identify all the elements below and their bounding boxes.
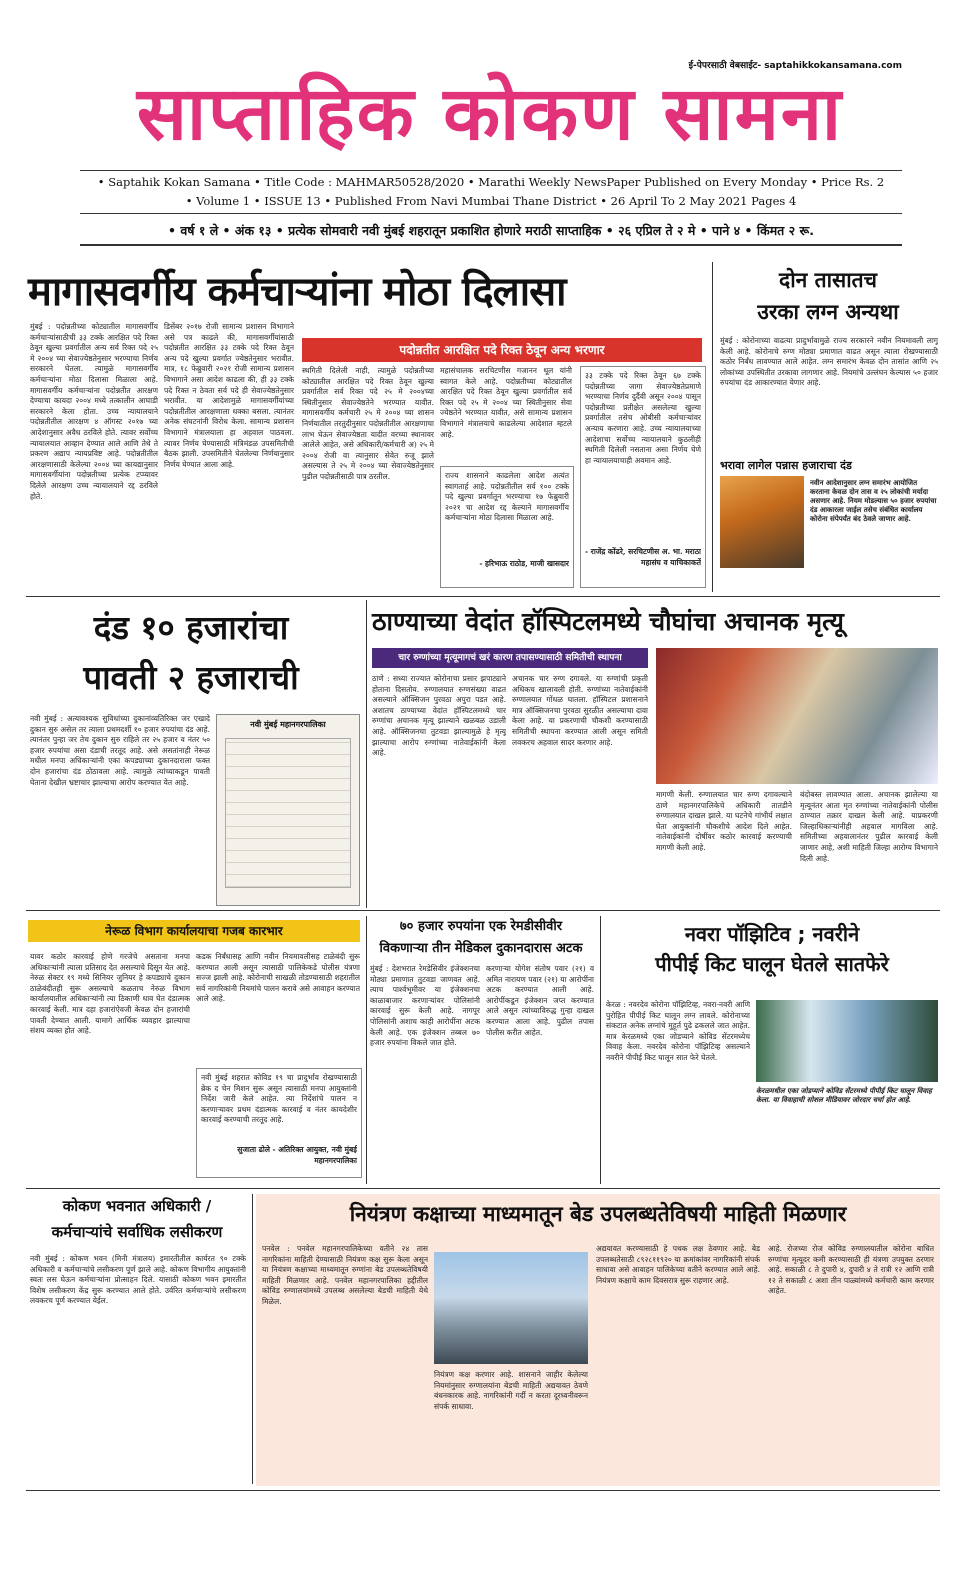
bed-photo	[434, 1252, 588, 1364]
column-divider	[366, 916, 367, 1184]
fine-headline-2: पावती २ हजाराची	[83, 658, 299, 697]
remdesivir-col-1: मुंबई : देशभरात रेमडेसिवीर इंजेक्शनचा मोठ्या प्रमाणात तुटवडा जाणवत आहे. त्याच पार्श्वभूमीवर या इंजेक्शनचा काळाबाजार करणाऱ्यांवर पोलिसांनी कारवाई सुरू केली आहे. नागपूर पोलिसांनी अशाच काही आरोपींना अटक केली आहे. एक इंजेक्शन तब्बल ७० हजार रुपयांना विकले जात होते.	[370, 964, 480, 1048]
masthead: साप्ताहिक कोकण सामना	[136, 71, 844, 157]
ppe-headline-2: पीपीई किट घालून घेतले सातफेरे	[655, 952, 889, 976]
quote-2-author: - राजेंद्र कोंढरे, सरचिटणीस अ. भा. मराठा महासंघ व याचिकाकर्ते	[585, 547, 701, 567]
column-divider	[366, 600, 367, 908]
remdesivir-headline-2: विकणाऱ्या तीन मेडिकल दुकानदारास अटक	[379, 941, 583, 956]
quote-1-text: राज्य शासनाने काढलेला आदेश अत्यंत स्वागतार्ह आहे. पदोन्नतीतील सर्व १०० टक्के पदे खुल्या प्रवर्गातून भरण्याचा १७ फेब्रुवारी २०२१ चा आदेश रद्द केल्याने मागासवर्गीय कर्मचाऱ्यांना मोठा दिलासा मिळाला आहे.	[445, 471, 569, 523]
rule	[26, 1188, 940, 1189]
website-url: ई-पेपरसाठी वेबसाईट- saptahikkokansamana.com	[688, 61, 902, 71]
meta-line-1: • Saptahik Kokan Samana • Title Code : MAHMAR50528/2020 • Marathi Weekly NewsPaper Published on Every Monday • Price Rs. 2	[97, 175, 885, 189]
column-divider	[600, 916, 601, 1184]
receipt-lines	[225, 738, 351, 888]
cm-photo	[720, 476, 804, 568]
lead-col-2: डिसेंबर २०१७ रोजी सामान्य प्रशासन विभागाने असे पत्र काढले की, मागासवर्गीयांसाठी पदोन्नतीत आरक्षित ३३ टक्के पदे रिक्त ठेवून अन्य पदे खुल्या प्रवर्गात ज्येष्ठतेनुसार भरावीत. मात्र, १८ फेब्रुवारी २०२१ रोजी सामान्य प्रशासन विभागाने असा आदेश काढला की, ही ३३ टक्के पदे रिक्त न ठेवता सर्व पदे ही सेवाज्येष्ठतेनुसार भरावीत. या आदेशामुळे मागासवर्गीयांच्या पदोन्नतीतील आरक्षणाला धक्का बसला. त्यानंतर अनेक संघटनांनी विरोध केला. सामान्य प्रशासन विभागाने मंत्रालयाला हा अहवाल पाठवला. त्यावर निर्णय घेण्यासाठी मंत्रिमंडळ उपसमितीची बैठक झाली. उपसमितीने घेतलेल्या निर्णयानुसार निर्णय घेण्यात आला आहे.	[164, 322, 294, 469]
nerul-box	[196, 1068, 362, 1178]
quote-box-2	[580, 366, 706, 588]
lead-col-1: मुंबई : पदोन्नतीच्या कोट्यातील मागासवर्गीय कर्मचाऱ्यांसाठीची ३३ टक्के आरक्षित पदे रिक्त ठेवून खुल्या प्रवर्गातील अन्य सर्व रिक्त पदे २५ मे २००४ च्या सेवाज्येष्ठतेनुसार भरण्याचा निर्णय सरकारने घेतला. त्यामुळे मागासवर्गीय कर्मचाऱ्यांना मोठा दिलासा मिळाला आहे. मागासवर्गीय कर्मचाऱ्यांना पदोन्नतीत आरक्षण देण्याचा कायदा २००४ मध्ये तत्कालीन आघाडी सरकारने केला होता. उच्च न्यायालयाने पदोन्नतीतील आरक्षण ४ ऑगस्ट २०१७ च्या आदेशानुसार अवैध ठरविले होते. त्यावर सर्वोच्च न्यायालयात आव्हान देण्यात आले आणि तेथे ते प्रकरण अद्याप न्यायप्रविष्ट आहे. पदोन्नतीतील आरक्षणासाठी केलेल्या २००४ च्या कायद्यानुसार मागासवर्गीयांना पदोन्नतीच्या प्रत्येक टप्प्यावर दिलेले आरक्षण उच्च न्यायालयाने रद्द ठरविले होते.	[30, 322, 158, 501]
bed-col-3: अद्ययावत करण्यासाठी हे पथक लक्ष ठेवणार आहे. बेड उपलब्धतेसाठी ८९२८११९२० या क्रमांकांवर नागरिकांनी संपर्क साधावा असे आवाहन पालिकेच्या वतीने करण्यात आले आहे. नियंत्रण कक्षाचे काम दिवसरात्र सुरू राहणार आहे.	[596, 1244, 760, 1285]
hospital-col-1: ठाणे : सध्या राज्यात कोरोनाचा प्रसार झपाट्याने होताना दिसतोय. रुग्णालयात रुग्णसंख्या वाढत असल्याने ऑक्सिजन पुरवठा अपुरा पडत आहे. अशातच ठाण्याच्या वेदांत हॉस्पिटलमध्ये चार रुग्णांचा अचानक मृत्यू झाल्याने खळबळ उडाली आहे. ऑक्सिजनचा तुटवडा झाल्यामुळे हे मृत्यू झाल्याचा आरोप रुग्णांच्या नातेवाईकांनी केला आहे.	[372, 674, 506, 758]
nerul-col-2: कडक निर्बंधासह आणि नवीन नियमावलीसह टाळेबंदी सुरू करण्यात आली असून त्यासाठी पालिकेकडे पोलीस यंत्रणा सज्ज झाली आहे. कोरोनाची साखळी तोडण्यासाठी शहरातील सर्व नागरिकांनी नियमांचे पालन करावे असे आवाहन करण्यात आले आहे.	[196, 952, 360, 1004]
rule	[80, 244, 902, 246]
receipt-title: नवी मुंबई महानगरपालिका	[250, 720, 326, 729]
meta-line-3: • वर्ष १ ले • अंक १३ • प्रत्येक सोमवारी नवी मुंबई शहरातून प्रकाशित होणारे मराठी साप्ताहिक • २६ एप्रिल ते २ मे • पाने ४ • किंमत २ रू.	[168, 223, 814, 238]
wedding-subhead: भरावा लागेल पन्नास हजाराचा दंड	[720, 459, 852, 472]
kokan-bhavan-headline-2: कर्मचाऱ्यांचे सर्वाधिक लसीकरण	[51, 1223, 223, 1241]
column-divider	[252, 1194, 253, 1484]
lead-kicker: पदोन्नतीत आरक्षित पदे रिक्त ठेवून अन्य भरणार	[302, 338, 702, 362]
ppe-photo	[756, 1000, 938, 1082]
lead-col-3: स्थगिती दिलेली नाही, त्यामुळे पदोन्नतीच्या कोट्यातील आरक्षित पदे रिक्त ठेवून खुल्या प्रवर्गातील सर्व रिक्त पदे २५ मे २००४च्या स्थितीनुसार सेवाज्येष्ठतेने भरण्यात यावीत. मागासवर्गीय कर्मचारी २५ मे २००४ च्या शासन निर्णयातील तरतुदीनुसार पदोन्नतीतील आरक्षणाचा लाभ घेऊन सेवाज्येष्ठता यादीत वरच्या स्थानावर आलेले आहेत, असे अधिकारी/कर्मचारी अ) २५ मे २००४ रोजी वा त्यानुसार सेवेत रुजू झाले असल्यास ते २५ मे २००४ च्या सेवाज्येष्ठतेनुसार पुढील पदोन्नतीसाठी पात्र ठरतील.	[302, 366, 434, 481]
remdesivir-col-2: करणाऱ्या योगेश संतोष पवार (२१) व अमित नारायण पवार (२१) या आरोपींना अटक करण्यात आली आहे. आरोपींकडून इंजेक्शन जप्त करण्यात आले असून त्यांच्याविरुद्ध गुन्हा दाखल करण्यात आला आहे. पुढील तपास पोलीस करीत आहेत.	[486, 964, 594, 1037]
quote-1-author: - हरिभाऊ राठोड, माजी खासदार	[479, 559, 569, 568]
receipt-image	[216, 714, 360, 906]
ppe-caption: केरळमधील एका जोडप्याने कोविड सेंटरमध्ये पीपीई किट घालून विवाह केला. या विवाहाची सोशल मीडियावर जोरदार चर्चा होत आहे.	[756, 1086, 932, 1104]
nerul-kicker: नेरूळ विभाग कार्यालयाचा गजब कारभार	[28, 920, 360, 942]
hospital-kicker: चार रुग्णांच्या मृत्यूमागचं खरं कारण तपासण्यासाठी समितीची स्थापना	[372, 648, 648, 668]
wedding-headline-2: उरका लग्न अन्यथा	[757, 300, 899, 324]
quote-2-text: ३३ टक्के पदे रिक्त ठेवून ६७ टक्के पदोन्नतीच्या जागा सेवाज्येष्ठतेप्रमाणे भरण्याचा निर्णय दुर्दैवी असून २००४ पासून पदोन्नतीच्या प्रतीक्षेत असलेल्या खुल्या प्रवर्गातील तसेच ओबीसी कर्मचाऱ्यांवर अन्याय करणारा आहे. उच्च न्यायालयाच्या आदेशाचा सर्वोच्च न्यायालयाने कुठलीही स्थगिती दिलेली नसताना असा निर्णय घेणे हा न्यायालयाचाही अवमान आहे.	[585, 371, 701, 465]
bed-col-2: नियंत्रण कक्ष करणार आहे. शासनाने जाहीर केलेल्या नियमांनुसार रुग्णालयांना बेडची माहिती अद्ययावत ठेवणे बंधनकारक आहे. नागरिकांनी गर्दी न करता दूरध्वनीवरून संपर्क साधावा.	[434, 1370, 588, 1411]
rule	[80, 170, 902, 171]
nerul-box-author: सुजाता ढोले - अतिरिक्त आयुक्त, नवी मुंबई महानगरपालिका	[237, 1145, 357, 1165]
wedding-headline-1: दोन तासातच	[779, 268, 877, 292]
rule	[26, 596, 940, 597]
fine-body: नवी मुंबई : अत्यावश्यक सुविधांच्या दुकानांव्यतिरिक्त जर एखादे दुकान सुरु असेल तर त्याला प्रथमदर्शी १० हजार रुपयांचा दंड आहे. त्यानंतर पुन्हा जर तेच दुकान सुरु राहिले तर २५ हजार व नंतर ५० हजार रुपयांचा असा दंडाची तरतूद आहे. असे असतांनाही नेरूळ मधील मनपा अधिकाऱ्यांनी एका कपड्याच्या दुकानदाराला फक्त दोन हजारांचा दंड ठोठावला आहे. त्यामुळे त्यांच्याकडून पावती घेताना देखील भ्रष्टाचार झाल्याचा आरोप करण्यात येत आहे.	[30, 714, 210, 787]
bed-col-1: पनवेल : पनवेल महानगरपालिकेच्या वतीने २४ तास नागरिकांना माहिती देण्यासाठी नियंत्रण कक्ष सुरू केला असून या नियंत्रण कक्षाच्या माध्यमातून रुग्णांना बेड उपलब्धतेविषयी माहिती मिळणार आहे. पनवेल महानगरपालिका हद्दीतील कोविड रुग्णालयांमध्ये उपलब्ध असलेल्या बेडची माहिती येथे मिळेल.	[262, 1244, 428, 1306]
quote-box-1	[440, 466, 574, 588]
kokan-bhavan-headline-1: कोकण भवनात अधिकारी /	[62, 1197, 212, 1215]
hospital-col-3: मागणी केली. रुग्णालयात चार रुग्ण दगावल्याने ठाणे महानगरपालिकेचे अधिकारी तातडीने रुग्णालयात दाखल झाले. या घटनेचे गांभीर्य लक्षात घेता आयुक्तांनी चौकशीचे आदेश दिले आहेत. नातेवाईकांनी दोषींवर कठोर कारवाई करण्याची मागणी केली आहे.	[656, 790, 792, 852]
ppe-headline-1: नवरा पॉझिटिव ; नवरीने	[684, 922, 860, 946]
rule	[26, 1490, 940, 1491]
kokan-bhavan-body: नवी मुंबई : कोकण भवन (मिनी मंत्रालय) इमारतीतील कार्यरत ९० टक्के अधिकारी व कर्मचाऱ्यांचे लसीकरण पूर्ण झाले आहे. कोकण विभागीय आयुक्तांनी स्वतः लस घेऊन कर्मचाऱ्यांना प्रोत्साहन दिले. यासाठी कोकण भवन इमारतीत विशेष लसीकरण केंद्र सुरू करण्यात आले होते. उर्वरित कर्मचाऱ्यांचे लसीकरण लवकरच पूर्ण करण्यात येईल.	[30, 1254, 246, 1306]
hospital-col-2: अचानक चार रुग्ण दगावले. या रुग्णांची प्रकृती अधिकच खालावली होती. रुग्णांच्या नातेवाईकांनी रुग्णालयात गोंधळ घातला. हॉस्पिटल प्रशासनाने मात्र ऑक्सिजनचा पुरवठा सुरळीत असल्याचा दावा केला आहे. या प्रकरणाची चौकशी करण्यासाठी समितीची स्थापना करण्यात आली असून समिती लवकरच अहवाल सादर करणार आहे.	[512, 674, 648, 747]
hospital-photo	[656, 648, 938, 784]
remdesivir-headline-1: ७० हजार रुपयांना एक रेमडीसीवीर	[399, 919, 563, 934]
hospital-headline: ठाण्याच्या वेदांत हॉस्पिटलमध्ये चौघांचा अचानक मृत्यू	[372, 607, 844, 636]
fine-headline-1: दंड १० हजारांचा	[93, 608, 289, 647]
meta-line-2: • Volume 1 • ISSUE 13 • Published From Navi Mumbai Thane District • 26 April To 2 May 2021 Pages 4	[185, 194, 797, 208]
column-divider	[712, 262, 713, 592]
ppe-body: केरळ : नवरदेव कोरोना पॉझिटिव्ह, नवरा-नवरी आणि पुरोहित पीपीई किट घालून लग्न लावले. कोरोनाच्या संकटात अनेक लग्नांचे मुहूर्त पुढे ढकलले जात आहेत. मात्र केरळमध्ये एका जोडप्याने कोविड सेंटरमध्येच विवाह केला. नवरदेव कोरोना पॉझिटिव्ह असल्याने नवरीने पीपीई किट घालून सात फेरे घेतले.	[606, 1000, 750, 1062]
wedding-caption: नवीन आदेशानुसार लग्न समारंभ आयोजित करताना केवळ दोन तास व २५ लोकांची मर्यादा असणार आहे. नियम मोडल्यास ५० हजार रुपयांचा दंड आकारला जाईल तसेच संबंधित कार्यालय कोरोना संपेपर्यंत बंद ठेवले जाणार आहे.	[810, 478, 937, 523]
rule	[80, 213, 902, 214]
hospital-col-4: बंदोबस्त लावण्यात आला. अचानक झालेल्या या मृत्यूनंतर आता मृत रुग्णांच्या नातेवाईकांनी पोलीस ठाण्यात तक्रार दाखल केली आहे. याप्रकरणी जिल्हाधिकाऱ्यांनीही अहवाल मागविला आहे. समितीच्या अहवालानंतर पुढील कारवाई केली जाणार आहे, अशी माहिती जिल्हा आरोग्य विभागाने दिली आहे.	[800, 790, 938, 863]
bed-col-4: आहे. रोजच्या रोज कोविड रुग्णालयातील कोरोना बाधित रुग्णांचा मृत्यूदर कमी करण्यासाठी ही यंत्रणा उपयुक्त ठरणार आहे. सकाळी ८ ते दुपारी ४, दुपारी ४ ते रात्री १२ आणि रात्री १२ ते सकाळी ८ अशा तीन पाळ्यांमध्ये कर्मचारी काम करणार आहेत.	[768, 1244, 934, 1296]
lead-headline: मागासवर्गीय कर्मचाऱ्यांना मोठा दिलासा	[28, 269, 566, 315]
lead-col-4: महासंचालक सरचिटणीस गजानन थूल यांनी स्वागत केले आहे. पदोन्नतीच्या कोट्यातील आरक्षित पदे रिक्त ठेवून खुल्या प्रवर्गातील सर्व रिक्त पदे २५ मे २००४ च्या स्थितीनुसार सेवा ज्येष्ठतेने भरण्यात यावीत, असे सामान्य प्रशासन विभागाने मंत्रालयाचे काढलेल्या आदेशात म्हटले आहे.	[440, 366, 572, 439]
rule	[26, 910, 940, 911]
nerul-box-text: नवी मुंबई शहरात कोविड १९ चा प्रादुर्भाव रोखण्यासाठी ब्रेक द चेन मिशन सुरू असून त्यासाठी मनपा आयुक्तांनी निर्देश जारी केले आहेत. त्या निर्देशांचे पालन न करणाऱ्यावर प्रथम दंडात्मक कारवाई व नंतर कायदेशीर कारवाई करण्याची तरतूद आहे.	[201, 1073, 357, 1125]
nerul-col-1: यावर कठोर कारवाई होणे गरजेचे असताना मनपा अधिकाऱ्यांनी त्याला प्रतिसाद देत असल्याचे दिसून येत आहे. नेरुळ सेक्टर १९ मध्ये सिनियर जुनियर हे कपड्याचे दुकान ठाळेबंदीतही सुरू असल्याचे कळताच नेरुळ विभाग कार्यालयातील अधिकाऱ्यांनी त्या ठिकाणी धाव घेत दंडात्मक कारवाई केली. मात्र दहा हजारांऐवजी केवळ दोन हजारांची पावती देण्यात आली. यामागे आर्थिक व्यवहार झाल्याचा संशय व्यक्त होत आहे.	[30, 952, 190, 1036]
bed-headline: नियंत्रण कक्षाच्या माध्यमातून बेड उपलब्धतेविषयी माहिती मिळणार	[349, 1202, 847, 1226]
wedding-body: मुंबई : कोरोनाच्या वाढत्या प्रादुर्भावामुळे राज्य सरकारने नवीन नियमावली लागू केली आहे. कोरोनाचे रुग्ण मोठ्या प्रमाणात वाढत असून त्याला रोखण्यासाठी कठोर निर्बंध लावण्यात आले आहेत. लग्न समारंभ केवळ दोन तासांत आणि २५ लोकांच्या उपस्थितीत उरकावा लागणार आहे. नियमांचे उल्लंघन केल्यास ५० हजार रुपयांचा दंड आकारण्यात येणार आहे.	[720, 336, 938, 388]
